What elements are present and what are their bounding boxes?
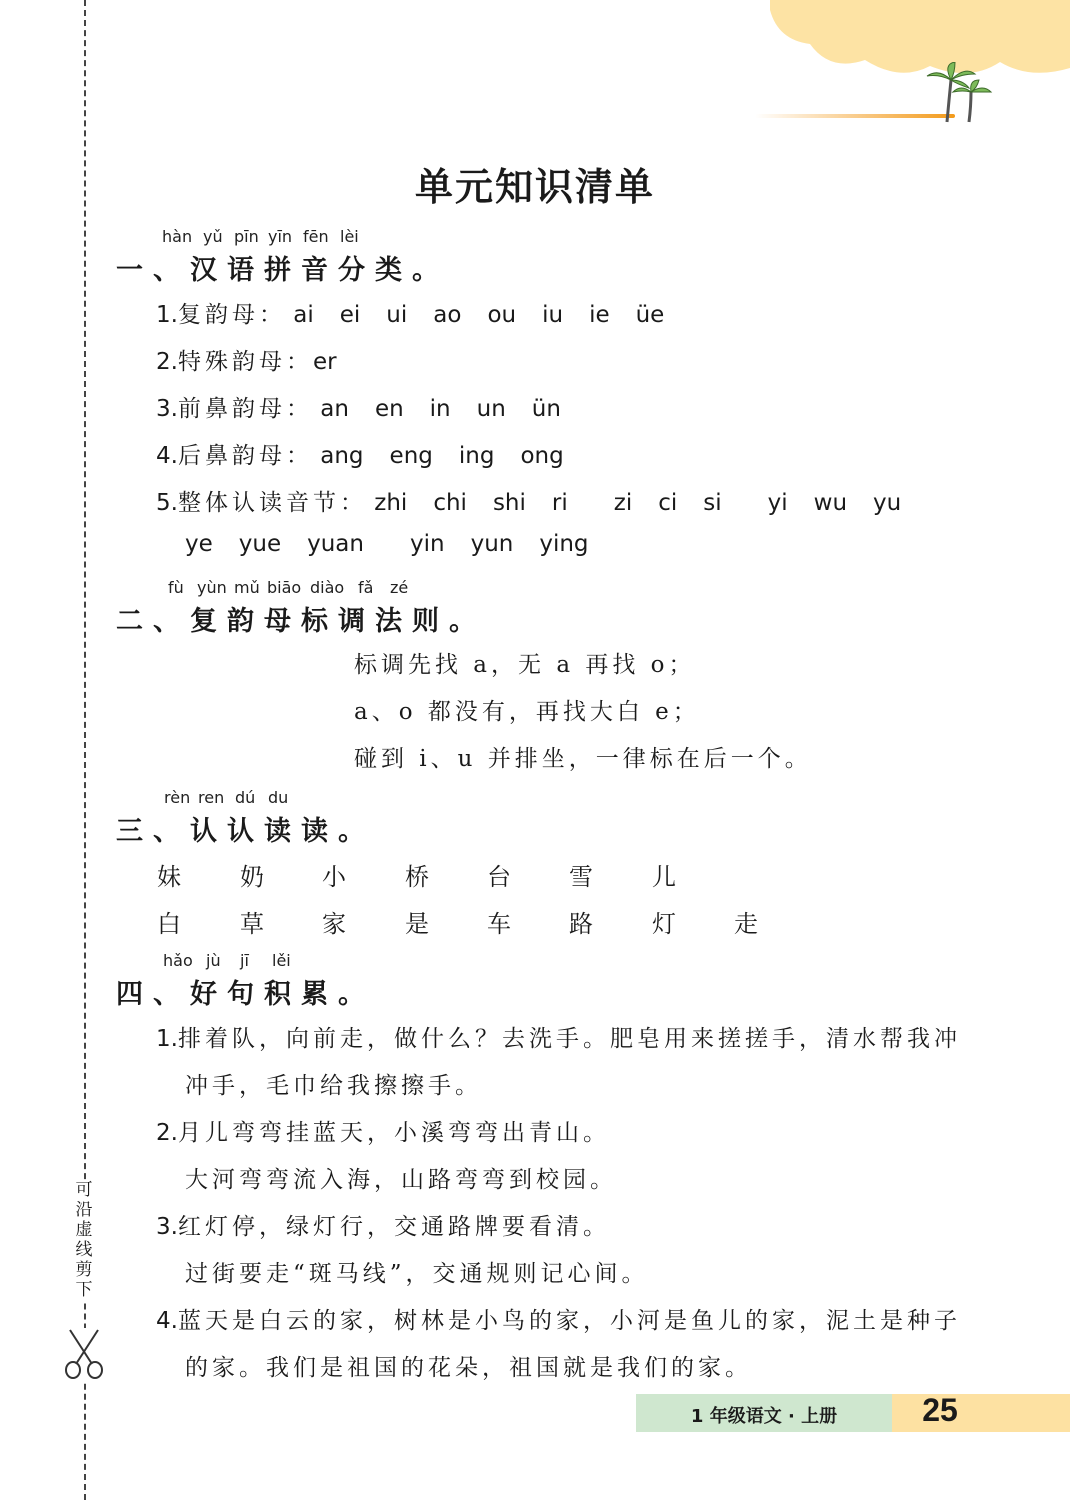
character-row: 妹 奶 小 桥 台 雪 儿 — [157, 863, 676, 891]
character-row: 白 草 家 是 车 路 灯 走 — [157, 910, 758, 938]
tone-rule: 碰到 i、u 并排坐，一律标在后一个。 — [354, 746, 812, 772]
palm-tree-icon — [925, 62, 995, 124]
sentence-line: 的家。我们是祖国的花朵，祖国就是我们的家。 — [185, 1355, 752, 1381]
sentence-line: 冲手，毛巾给我擦擦手。 — [185, 1073, 482, 1099]
section-heading: 二、复韵母标调法则。 — [116, 606, 486, 637]
scissors-icon — [62, 1328, 106, 1380]
tone-rule: 标调先找 a，无 a 再找 o； — [354, 652, 696, 678]
finals-row: 4.后鼻韵母： ang eng ing ong — [156, 443, 564, 469]
section-heading: 四、好句积累。 — [116, 979, 375, 1010]
heading-pinyin: hàn yǔ pīn yīn fēn lèi — [162, 227, 359, 246]
sentence-line: 4.蓝天是白云的家，树林是小鸟的家，小河是鱼儿的家，泥土是种子 — [156, 1308, 961, 1334]
heading-pinyin: fù yùn mǔ biāo diào fǎ zé — [168, 578, 409, 597]
sentence-line: 过街要走“斑马线”，交通规则记心间。 — [185, 1261, 649, 1287]
section-heading: 一、汉语拼音分类。 — [116, 255, 449, 286]
heading-pinyin: rèn ren dú du — [164, 788, 289, 807]
section-heading: 三、认认读读。 — [116, 816, 375, 847]
finals-row: 3.前鼻韵母： an en in un ün — [156, 396, 561, 422]
page-number: 25 — [922, 1392, 958, 1428]
cloud-decoration — [770, 0, 1070, 80]
page-title: 单元知识清单 — [414, 165, 655, 209]
heading-pinyin: hǎo jù jī lěi — [163, 951, 291, 970]
tone-rule: a、o 都没有，再找大白 e； — [354, 699, 700, 725]
sentence-line: 1.排着队，向前走，做什么？去洗手。肥皂用来搓搓手，清水帮我冲 — [156, 1026, 961, 1052]
sentence-line: 3.红灯停，绿灯行，交通路牌要看清。 — [156, 1214, 610, 1240]
finals-row: 5.整体认读音节： zhi chi shi ri zi ci si yi wu yu — [156, 490, 902, 516]
cut-instruction: 可 沿 虚 线 剪 下 — [72, 1180, 96, 1300]
finals-row: 1.复韵母： ai ei ui ao ou iu ie üe — [156, 302, 665, 328]
finals-row: 2.特殊韵母：er — [156, 349, 337, 375]
sentence-line: 大河弯弯流入海，山路弯弯到校园。 — [185, 1167, 617, 1193]
footer-label: 1 年级语文 · 上册 — [690, 1406, 838, 1427]
finals-row-continued: ye yue yuan yin yun ying — [185, 531, 589, 557]
sentence-line: 2.月儿弯弯挂蓝天，小溪弯弯出青山。 — [156, 1120, 610, 1146]
